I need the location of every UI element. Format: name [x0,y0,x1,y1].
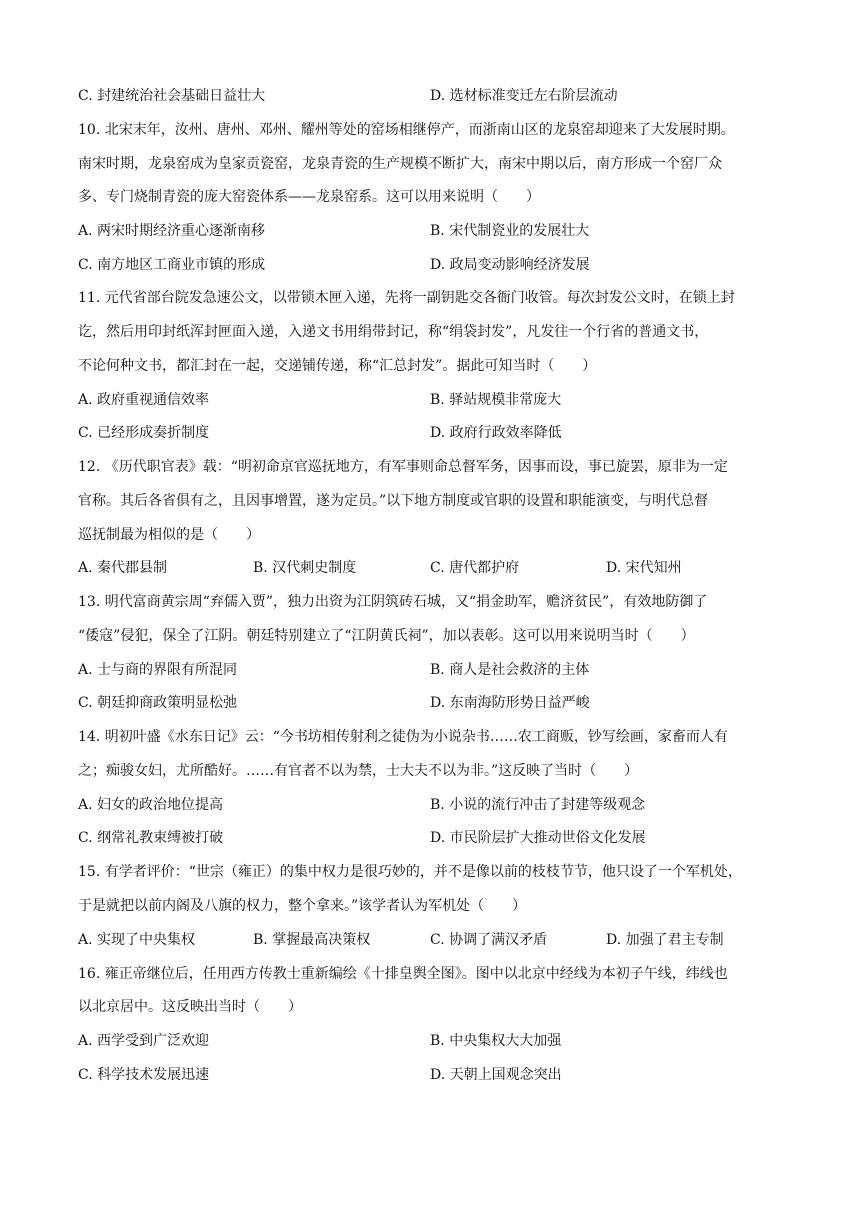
option-a: A. 妇女的政治地位提高 [78,797,224,813]
question-text: 11. 元代省部台院发急速公文，以带锁木匣入递，先将一副钥匙交各衙门收管。每次封发公文时，在锁上封 [78,290,735,306]
option-b: B. 中央集权大大加强 [430,1033,562,1049]
option-b: B. 汉代刺史制度 [253,560,357,576]
option-a: A. 两宋时期经济重心逐渐南移 [78,223,266,239]
question-text: 巡抚制最为相似的是（ ） [78,527,260,543]
option-a: A. 秦代郡县制 [78,560,168,576]
option-d: D. 东南海防形势日益严峻 [430,695,590,711]
question-text: 14. 明初叶盛《水东日记》云：“今书坊相传射利之徒伪为小说杂书……农工商贩，钞写绘画，家畜而人有 [78,729,728,745]
question-text: 16. 雍正帝继位后，任用西方传教士重新编绘《十排皇舆全图》。图中以北京中经线为本初子午线，纬线也 [78,966,728,982]
question-text: 13. 明代富商黄宗周“弃儒入贾”，独力出资为江阴筑砖石城，又“捐金助军，赡济贫民”，有效地防御了 [78,594,708,610]
option-c: C. 科学技术发展迅速 [78,1067,210,1083]
option-c: C. 协调了满汉矛盾 [430,932,548,948]
option-b: B. 商人是社会救济的主体 [430,662,590,678]
option-a: A. 政府重视通信效率 [78,392,210,408]
option-d: D. 选材标准变迁左右阶层流动 [430,88,618,104]
option-c: C. 朝廷抑商政策明显松弛 [78,695,238,711]
option-a: A. 实现了中央集权 [78,932,196,948]
option-a: A. 士与商的界限有所混同 [78,662,238,678]
question-text: 于是就把以前内阁及八旗的权力，整个拿来。”该学者认为军机处（ ） [78,898,527,914]
option-c: C. 已经形成奏折制度 [78,425,210,441]
question-text: 讫，然后用印封纸浑封匣面入递，入递文书用绢带封记，称“绢袋封发”，凡发往一个行省的普通文书， [78,324,709,340]
question-text: 以北京居中。这反映出当时（ ） [78,999,302,1015]
question-text: 12. 《历代职官表》载：“明初命京官巡抚地方，有军事则命总督军务，因事而设，事已旋罢，原非为一定 [78,459,728,475]
option-d: D. 市民阶层扩大推动世俗文化发展 [430,830,646,846]
option-b: B. 掌握最高决策权 [253,932,371,948]
option-c: C. 唐代都护府 [430,560,520,576]
question-text: 10. 北宋末年，汝州、唐州、邓州、耀州等处的窑场相继停产，而浙南山区的龙泉窑却迎来了大发展时期。 [78,122,735,138]
option-b: B. 宋代制瓷业的发展壮大 [430,223,590,239]
option-d: D. 天朝上国观念突出 [430,1067,562,1083]
option-d: D. 政府行政效率降低 [430,425,562,441]
question-text: 15. 有学者评价：“世宗（雍正）的集中权力是很巧妙的，并不是像以前的枝枝节节，他只设了一个军机处， [78,864,742,880]
option-b: B. 小说的流行冲击了封建等级观念 [430,797,646,813]
question-text: 不论何种文书，都汇封在一起，交递铺传递，称“汇总封发”。据此可知当时（ ） [78,358,597,374]
option-a: A. 西学受到广泛欢迎 [78,1033,210,1049]
question-text: 南宋时期，龙泉窑成为皇家贡瓷窑，龙泉青瓷的生产规模不断扩大，南宋中期以后，南方形成一个窑厂众 [78,156,722,172]
option-c: C. 南方地区工商业市镇的形成 [78,257,266,273]
option-c: C. 纲常礼教束缚被打破 [78,830,224,846]
question-text: 多、专门烧制青瓷的庞大窑瓷体系——龙泉窑系。这可以用来说明（ ） [78,189,540,205]
question-text: “倭寇”侵犯，保全了江阴。朝廷特别建立了“江阴黄氏祠”，加以表彰。这可以用来说明当时（ ） [78,628,695,644]
option-c: C. 封建统治社会基础日益壮大 [78,88,266,104]
option-d: D. 政局变动影响经济发展 [430,257,590,273]
option-d: D. 加强了君主专制 [606,932,724,948]
question-text: 之；痴骏女妇，尤所酷好。……有官者不以为禁，士大夫不以为非。”这反映了当时（ ） [78,763,639,779]
question-text: 官称。其后各省俱有之，且因事增置，遂为定员。”以下地方制度或官职的设置和职能演变，与明代总督 [78,493,709,509]
option-d: D. 宋代知州 [606,560,682,576]
option-b: B. 驿站规模非常庞大 [430,392,562,408]
